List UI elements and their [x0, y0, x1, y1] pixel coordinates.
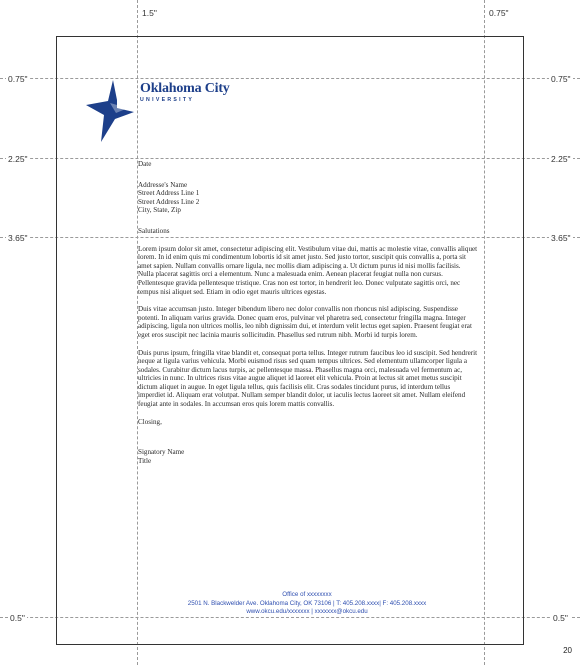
top-225-label-right: 2.25"	[551, 154, 571, 164]
university-logo	[84, 78, 230, 144]
address-line: Addresse's Name	[138, 180, 188, 189]
logo-name: Oklahoma City	[140, 81, 230, 96]
right-margin-label: 0.75"	[489, 8, 509, 18]
body-paragraph: Duis vitae accumsan justo. Integer bibendum libero nec dolor convallis non rhoncus nisl adipiscing. Suspendisse potenti. In aliquam varius gravida. Donec quam eros, pulvinar vel pharetra sed, consectetur fringilla magna. Integer adipiscing, ligula non ultrices mollis, leo nibh dignissim dui, et interdum velit lectus eget sapien. Praesent feugiat erat eget eros suscipit nec lacinia mauris sollicitudin. Phasellus sed rutrum nibh. Morbi id turpis lorem.	[138, 305, 472, 339]
bottom-05-label-right: 0.5"	[553, 613, 568, 623]
letter-footer	[138, 591, 476, 617]
signatory-name: Signatory Name	[138, 448, 185, 457]
address-line: Street Address Line 2	[138, 197, 200, 206]
bottom-05-label-left: 0.5"	[10, 613, 25, 623]
footer-address: 2501 N. Blackwelder Ave. Oklahoma City, OK 73106 | T: 405.208.xxxx| F: 405.208.xxxx	[187, 599, 427, 607]
top-365-label-right: 3.65"	[551, 233, 571, 243]
top-225-label-left: 2.25"	[8, 154, 28, 164]
letter-body	[138, 160, 478, 465]
address-line: Street Address Line 1	[138, 189, 200, 198]
letter-date: Date	[138, 160, 152, 168]
star-icon	[84, 78, 138, 144]
footer-office: Office of xxxxxxxx	[282, 591, 332, 598]
top-075-label-left: 0.75"	[8, 74, 28, 84]
signatory-title: Title	[138, 456, 152, 465]
footer-web[interactable]: www.okcu.edu/xxxxxxx | xxxxxxx@okcu.edu	[246, 608, 368, 616]
top-365-label-left: 3.65"	[8, 233, 28, 243]
left-margin-label: 1.5"	[142, 8, 157, 18]
body-paragraph: Duis purus ipsum, fringilla vitae blandit et, consequat porta tellus. Integer rutrum faucibus leo id suscipit. Sed hendrerit neque at ligula varius vehicula. Morbi euismod risus sed quam tempus ultrices. Sed elementum ullamcorper ligula a sodales. Curabitur dictum lacus turpis, ac pellentesque massa. Phasellus magna orci, malesuada vel fermentum ac, ultricies in nunc. In ultrices risus vitae augue aliquet id laoreet elit vehicula. Proin at lectus sit amet metus suscipit dictum aliquet in augue. In eget ligula tellus, quis facilisis elit. Cras sodales tincidunt purus, id interdum tellus imperdiet id. Aliquam erat volutpat. Nullam semper blandit dolor, ut iaculis lectus laoreet sit amet. Nullam eleifend feugiat ante in sodales. In accumsan eros quis lorem mattis convallis.	[138, 348, 478, 409]
top-075-label-right: 0.75"	[551, 74, 571, 84]
logo-subtitle: UNIVERSITY	[140, 97, 195, 103]
closing: Closing,	[138, 417, 162, 426]
address-line: City, State, Zip	[138, 206, 181, 215]
salutation: Salutations	[138, 226, 170, 235]
page-number: 20	[563, 646, 572, 655]
body-paragraph: Lorem ipsum dolor sit amet, consectetur adipiscing elit. Vestibulum vitae dui, mattis ac molestie vitae, convallis aliquet lorem. In id enim quis mi condimentum lobortis id sit amet justo. Sed justo tortor, suscipit quis convallis a, porta sit amet sapien. Nullam convallis ornare ligula, nec mollis diam adipiscing a. Ut dictum purus id nisi mollis facilisis. Nulla placerat sagittis orci a elementum. Nunc a malesuada enim. Aenean placerat feugiat nulla non cursus. Pellentesque gravida pellentesque tristique. Cras non est tortor, in hendrerit leo. Donec vulputate sagittis orci, nec tempus nisi aliquet sed. Etiam in odio eget mauris ultrices egestas.	[138, 244, 478, 296]
